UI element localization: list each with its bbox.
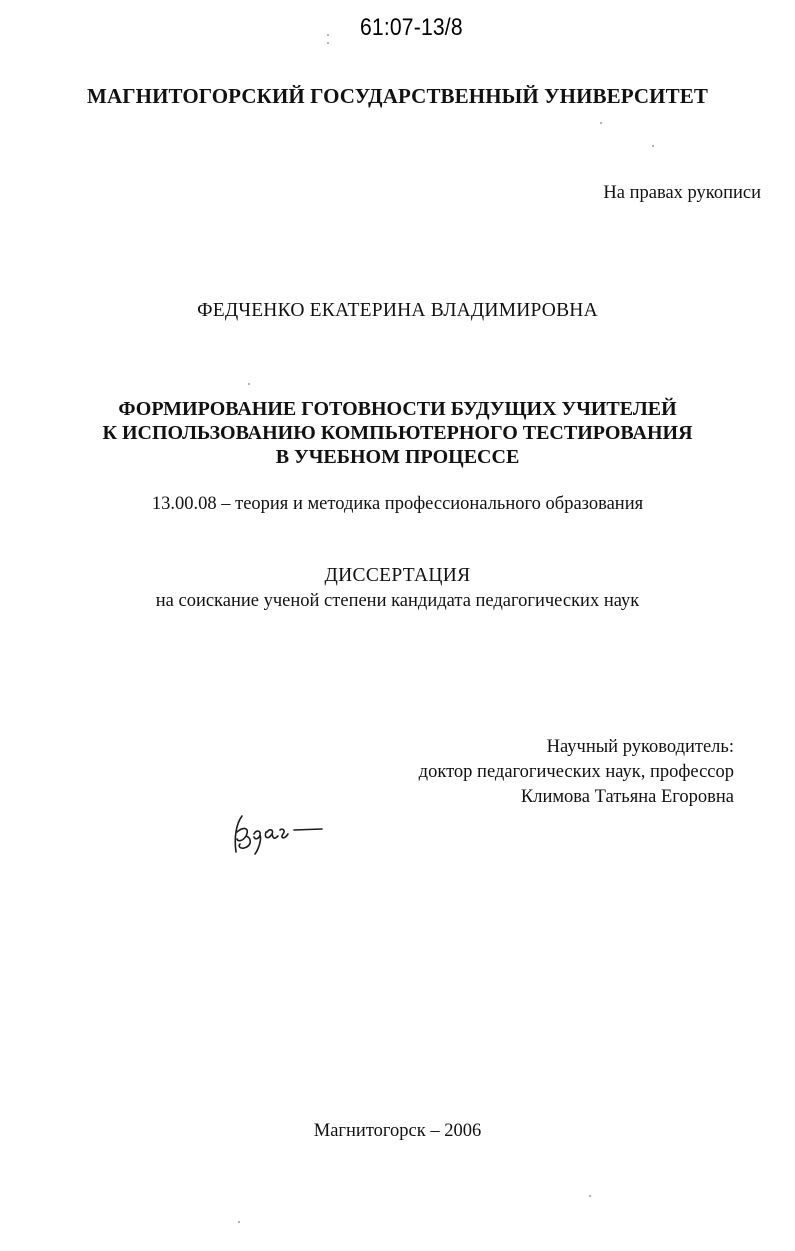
advisor-rank: доктор педагогических наук, профессор (418, 762, 734, 782)
thesis-title-line: К ИСПОЛЬЗОВАНИЮ КОМПЬЮТЕРНОГО ТЕСТИРОВАНИЯ (102, 422, 693, 444)
scan-speck (238, 1221, 240, 1223)
manuscript-rights-note: На правах рукописи (603, 183, 761, 203)
scan-speck (327, 34, 329, 36)
scan-speck (600, 122, 602, 124)
advisor-label: Научный руководитель: (546, 737, 734, 757)
scientific-advisor-block (419, 735, 734, 810)
university-name: МАГНИТОГОРСКИЙ ГОСУДАРСТВЕННЫЙ УНИВЕРСИТЕТ (87, 84, 708, 108)
scan-speck (652, 145, 654, 147)
specialty-code: 13.00.08 – теория и методика профессионального образования (151, 494, 644, 514)
document-type: ДИССЕРТАЦИЯ (324, 565, 471, 586)
thesis-title (0, 397, 795, 469)
degree-description: на соискание ученой степени кандидата педагогических наук (155, 591, 640, 611)
handwritten-signature (228, 808, 324, 860)
city-and-year: Магнитогорск – 2006 (313, 1121, 482, 1141)
advisor-name: Климова Татьяна Егоровна (520, 787, 734, 807)
library-code-stamp: 61:07-13/8 (360, 14, 463, 41)
author-name: ФЕДЧЕНКО ЕКАТЕРИНА ВЛАДИМИРОВНА (197, 300, 598, 321)
scan-speck (589, 1195, 591, 1197)
thesis-title-line: ФОРМИРОВАНИЕ ГОТОВНОСТИ БУДУЩИХ УЧИТЕЛЕЙ (118, 398, 677, 420)
scan-speck (248, 383, 250, 385)
thesis-title-line: В УЧЕБНОМ ПРОЦЕССЕ (275, 446, 520, 468)
scan-speck (327, 42, 329, 44)
